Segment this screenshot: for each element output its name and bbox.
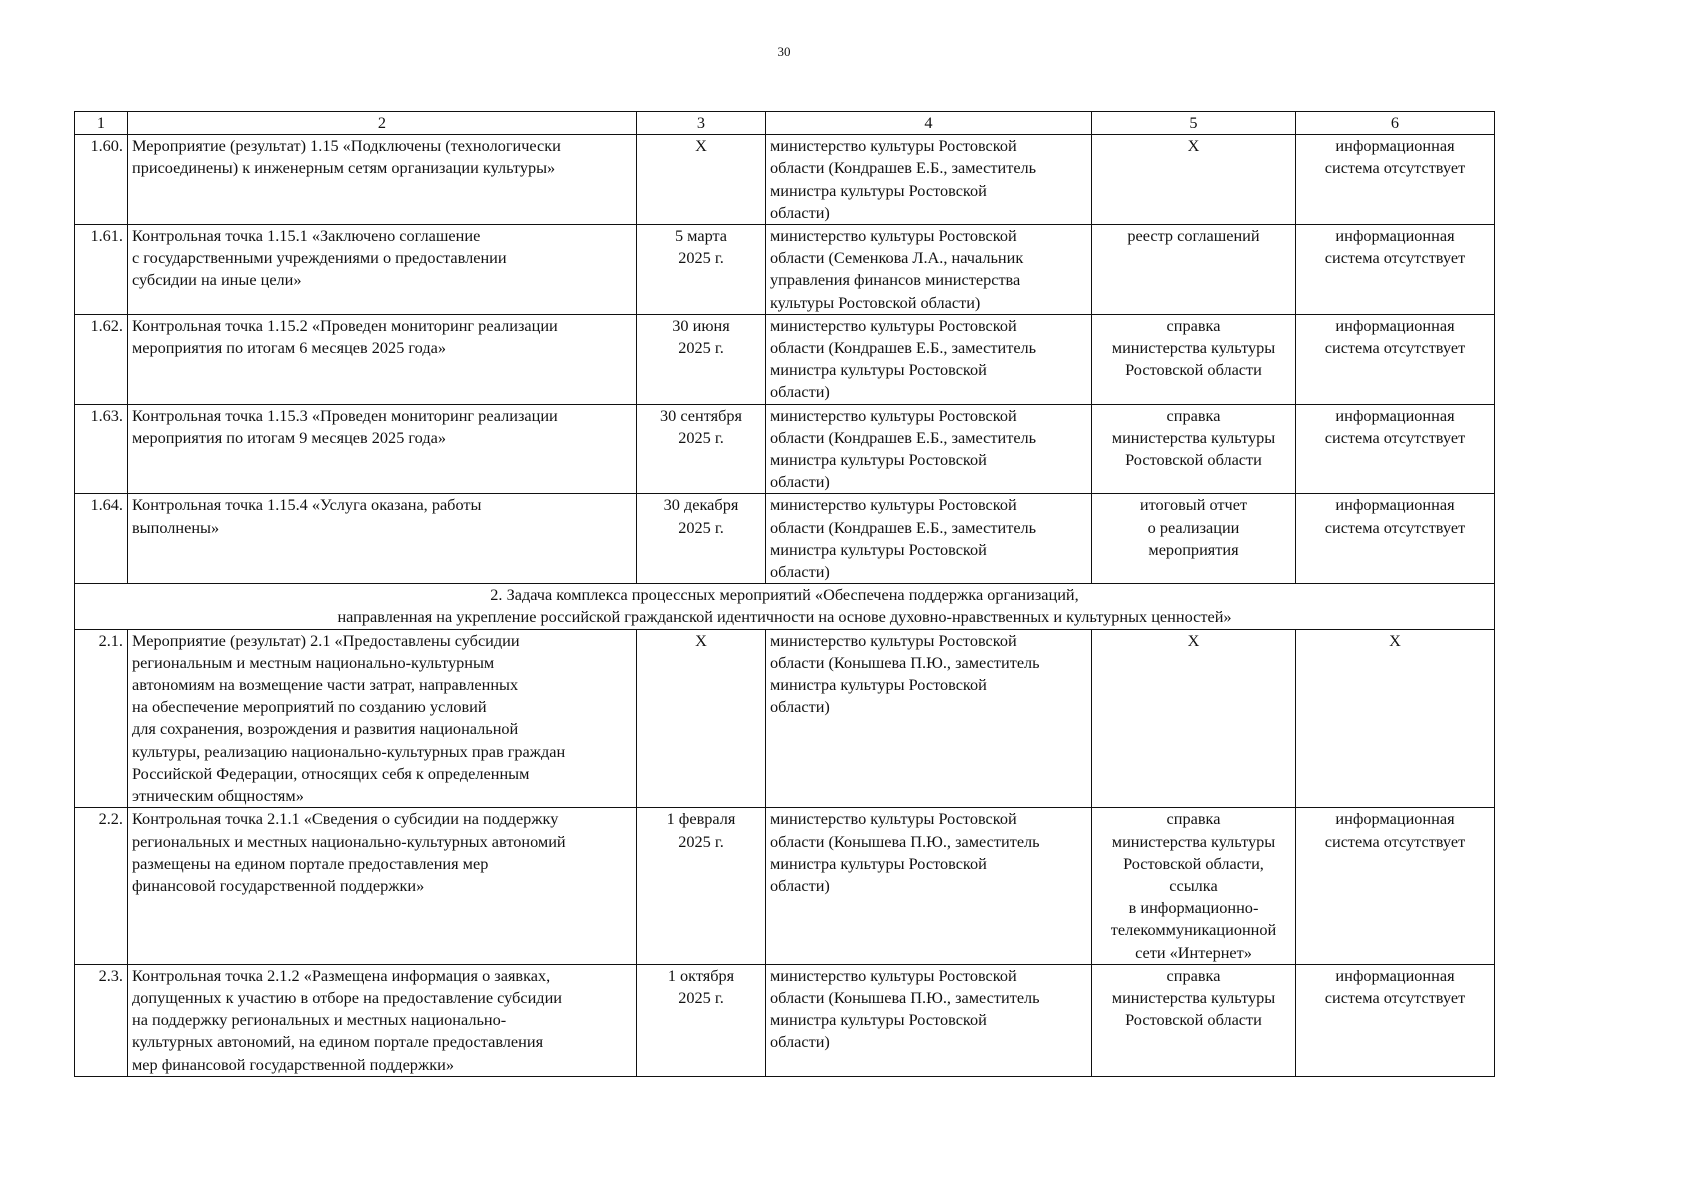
responsible: министерство культуры Ростовской области (Конышева П.Ю., заместитель министра культуры Ростовской области) xyxy=(766,808,1092,964)
table-row xyxy=(75,314,1495,404)
information-system: информационная система отсутствует xyxy=(1296,314,1495,404)
row-number: 1.61. xyxy=(75,225,128,315)
information-system: информационная система отсутствует xyxy=(1296,494,1495,584)
information-system: информационная система отсутствует xyxy=(1296,135,1495,225)
confirming-document: справка министерства культуры Ростовской области xyxy=(1092,964,1296,1076)
table-row xyxy=(75,808,1495,964)
confirming-document: справка министерства культуры Ростовской области, ссылка в информационно- телекоммуникационной сети «Интернет» xyxy=(1092,808,1296,964)
deadline: 30 июня 2025 г. xyxy=(637,314,766,404)
table-row xyxy=(75,964,1495,1076)
table-row xyxy=(75,225,1495,315)
table-row xyxy=(75,135,1495,225)
event-name: Контрольная точка 1.15.2 «Проведен мониторинг реализации мероприятия по итогам 6 месяцев 2025 года» xyxy=(128,314,637,404)
responsible: министерство культуры Ростовской области (Кондрашев Е.Б., заместитель министра культуры Ростовской области) xyxy=(766,135,1092,225)
event-name: Контрольная точка 2.1.2 «Размещена информация о заявках, допущенных к участию в отборе на предоставление субсидии на поддержку региональных и местных национально- культурных автономий, на едином портале предоставления мер финансовой государственной поддержки» xyxy=(128,964,637,1076)
column-number-4: 4 xyxy=(766,112,1092,135)
confirming-document: справка министерства культуры Ростовской области xyxy=(1092,404,1296,494)
deadline: 30 сентября 2025 г. xyxy=(637,404,766,494)
row-number: 2.2. xyxy=(75,808,128,964)
confirming-document: реестр соглашений xyxy=(1092,225,1296,315)
table-row xyxy=(75,629,1495,808)
responsible: министерство культуры Ростовской области (Кондрашев Е.Б., заместитель министра культуры Ростовской области) xyxy=(766,494,1092,584)
table-header-row xyxy=(75,112,1495,135)
plan-table xyxy=(74,111,1495,1077)
responsible: министерство культуры Ростовской области (Кондрашев Е.Б., заместитель министра культуры Ростовской области) xyxy=(766,314,1092,404)
deadline: X xyxy=(637,135,766,225)
event-name: Контрольная точка 1.15.1 «Заключено соглашение с государственными учреждениями о предоставлении субсидии на иные цели» xyxy=(128,225,637,315)
confirming-document: X xyxy=(1092,135,1296,225)
row-number: 1.62. xyxy=(75,314,128,404)
information-system: X xyxy=(1296,629,1495,808)
deadline: 1 февраля 2025 г. xyxy=(637,808,766,964)
page-number: 30 xyxy=(777,44,791,59)
deadline: 30 декабря 2025 г. xyxy=(637,494,766,584)
section-title: 2. Задача комплекса процессных мероприятий «Обеспечена поддержка организаций, направленная на укрепление российской гражданской идентичности на основе духовно-нравственных и культурных ценностей» xyxy=(75,584,1495,629)
event-name: Контрольная точка 2.1.1 «Сведения о субсидии на поддержку региональных и местных национально-культурных автономий размещены на едином портале предоставления мер финансовой государственной поддержки» xyxy=(128,808,637,964)
column-number-5: 5 xyxy=(1092,112,1296,135)
row-number: 1.64. xyxy=(75,494,128,584)
row-number: 2.1. xyxy=(75,629,128,808)
table-row xyxy=(75,494,1495,584)
row-number: 1.60. xyxy=(75,135,128,225)
event-name: Мероприятие (результат) 2.1 «Предоставлены субсидии региональным и местным национально-культурным автономиям на возмещение части затрат, направленных на обеспечение мероприятий по созданию условий для сохранения, возрождения и развития национальной культуры, реализацию национально-культурных прав граждан Российской Федерации, относящих себя к определенным этническим общностям» xyxy=(128,629,637,808)
table-row xyxy=(75,404,1495,494)
deadline: X xyxy=(637,629,766,808)
confirming-document: X xyxy=(1092,629,1296,808)
section-row xyxy=(75,584,1495,629)
row-number: 1.63. xyxy=(75,404,128,494)
column-number-2: 2 xyxy=(128,112,637,135)
deadline: 1 октября 2025 г. xyxy=(637,964,766,1076)
information-system: информационная система отсутствует xyxy=(1296,808,1495,964)
confirming-document: справка министерства культуры Ростовской области xyxy=(1092,314,1296,404)
column-number-3: 3 xyxy=(637,112,766,135)
information-system: информационная система отсутствует xyxy=(1296,964,1495,1076)
column-number-1: 1 xyxy=(75,112,128,135)
column-number-6: 6 xyxy=(1296,112,1495,135)
responsible: министерство культуры Ростовской области (Конышева П.Ю., заместитель министра культуры Ростовской области) xyxy=(766,964,1092,1076)
responsible: министерство культуры Ростовской области (Кондрашев Е.Б., заместитель министра культуры Ростовской области) xyxy=(766,404,1092,494)
row-number: 2.3. xyxy=(75,964,128,1076)
responsible: министерство культуры Ростовской области (Конышева П.Ю., заместитель министра культуры Ростовской области) xyxy=(766,629,1092,808)
responsible: министерство культуры Ростовской области (Семенкова Л.А., начальник управления финансов министерства культуры Ростовской области) xyxy=(766,225,1092,315)
information-system: информационная система отсутствует xyxy=(1296,225,1495,315)
confirming-document: итоговый отчет о реализации мероприятия xyxy=(1092,494,1296,584)
event-name: Мероприятие (результат) 1.15 «Подключены (технологически присоединены) к инженерным сетям организации культуры» xyxy=(128,135,637,225)
event-name: Контрольная точка 1.15.4 «Услуга оказана, работы выполнены» xyxy=(128,494,637,584)
deadline: 5 марта 2025 г. xyxy=(637,225,766,315)
information-system: информационная система отсутствует xyxy=(1296,404,1495,494)
event-name: Контрольная точка 1.15.3 «Проведен мониторинг реализации мероприятия по итогам 9 месяцев 2025 года» xyxy=(128,404,637,494)
